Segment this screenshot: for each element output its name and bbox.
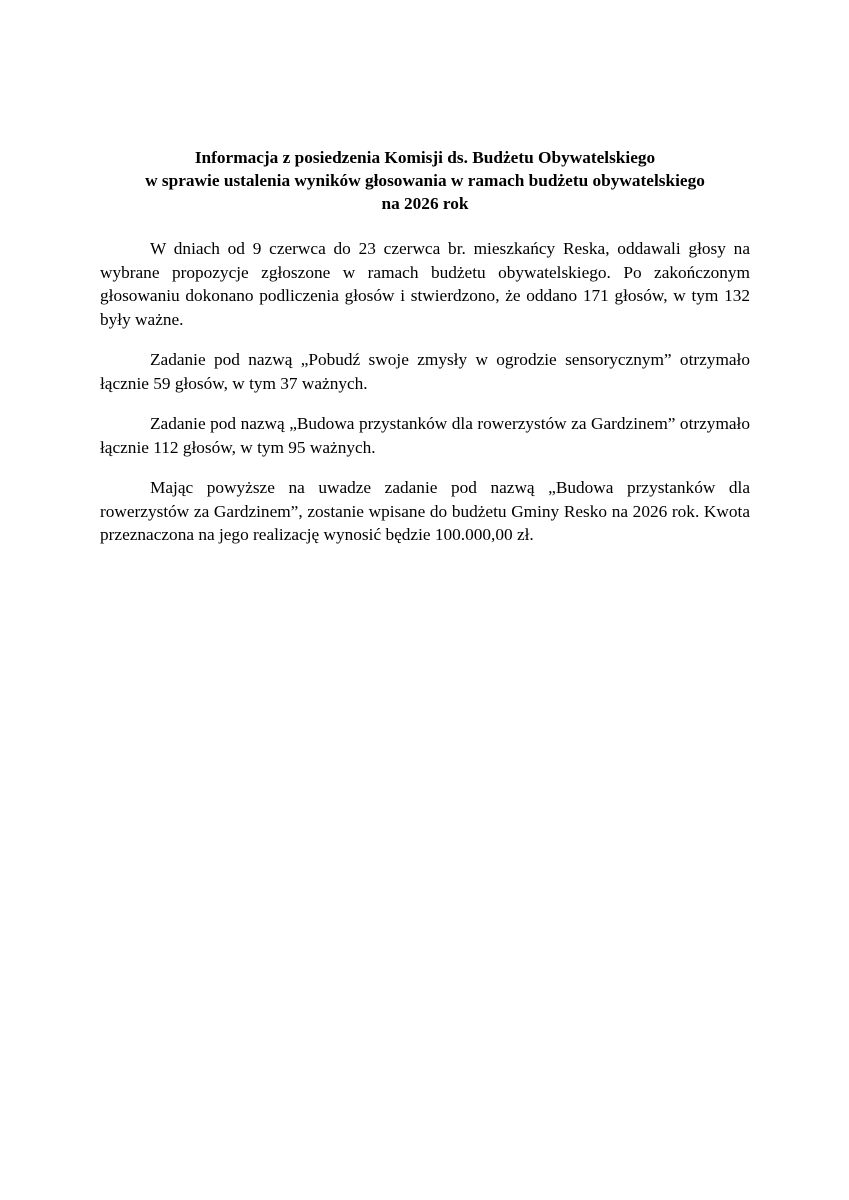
paragraph-task-sensory-garden: Zadanie pod nazwą „Pobudź swoje zmysły w ogrodzie sensorycznym” otrzymało łącznie 59 głosów, w tym 37 ważnych.: [100, 350, 750, 393]
document-body: [100, 146, 750, 564]
paragraph-conclusion: Mając powyższe na uwadze zadanie pod nazwą „Budowa przystanków dla rowerzystów za Gardzinem”, zostanie wpisane do budżetu Gminy Resko na 2026 rok. Kwota przeznaczona na jego realizację wynosić będzie 100.000,00 zł.: [100, 478, 750, 544]
document-title: [100, 146, 750, 215]
paragraph-voting-summary: W dniach od 9 czerwca do 23 czerwca br. mieszkańcy Reska, oddawali głosy na wybrane propozycje zgłoszone w ramach budżetu obywatelskiego. Po zakończonym głosowaniu dokonano podliczenia głosów i stwierdzono, że oddano 171 głosów, w tym 132 były ważne.: [100, 239, 750, 329]
paragraph-task-bike-stops: Zadanie pod nazwą „Budowa przystanków dla rowerzystów za Gardzinem” otrzymało łącznie 112 głosów, w tym 95 ważnych.: [100, 414, 750, 457]
title-line-2: w sprawie ustalenia wyników głosowania w ramach budżetu obywatelskiego: [145, 171, 705, 190]
title-line-3: na 2026 rok: [381, 194, 469, 213]
title-line-1: Informacja z posiedzenia Komisji ds. Budżetu Obywatelskiego: [194, 148, 656, 167]
